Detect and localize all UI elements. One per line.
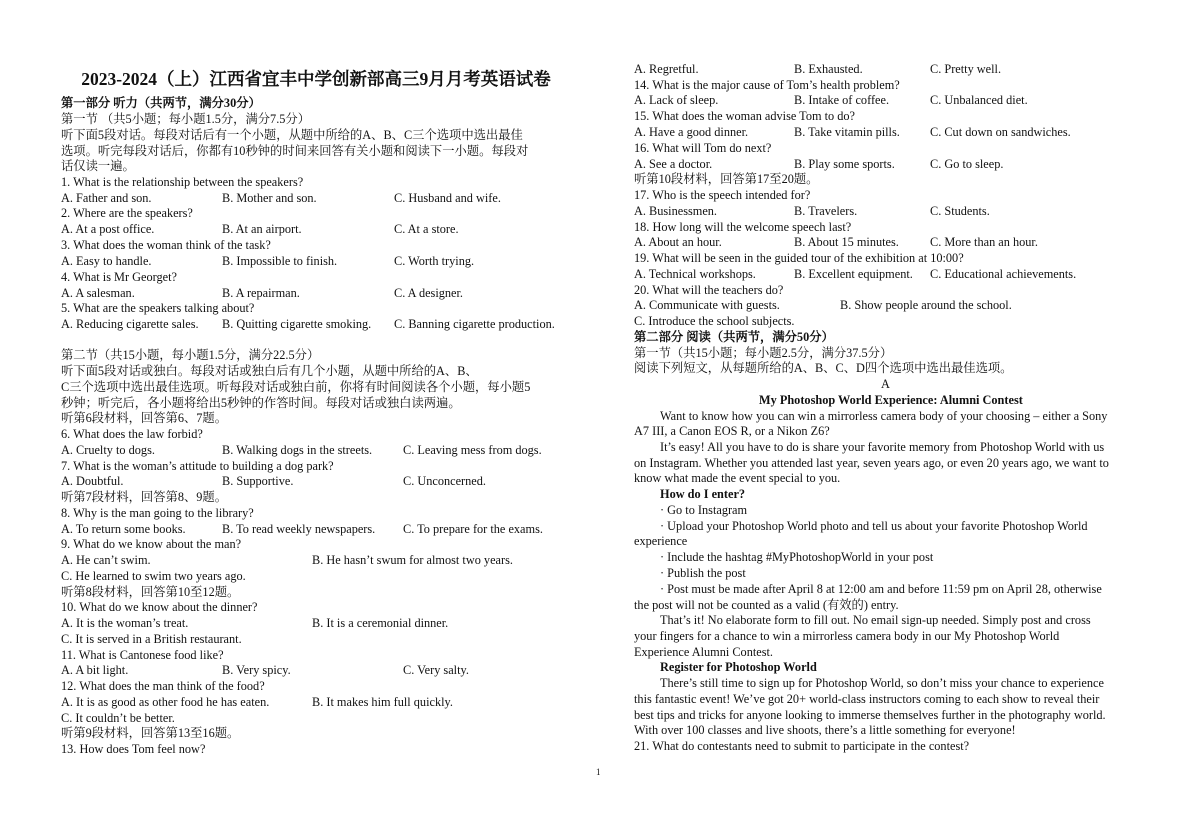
question-9: 9. What do we know about the man? (61, 537, 242, 551)
option: B. Travelers. (794, 204, 858, 218)
paragraph: Experience Alumni Contest. (634, 645, 773, 659)
option: C. To prepare for the exams. (403, 522, 543, 536)
option: B. It makes him full quickly. (312, 695, 453, 709)
section2-instruction: 秒钟；听完后，各小题将给出5秒钟的作答时间。每段对话或独白读两遍。 (61, 396, 461, 410)
option: C. Introduce the school subjects. (634, 314, 795, 328)
option: B. Intake of coffee. (794, 93, 890, 107)
section2-instruction: C三个选项中选出最佳选项。听每段对话或独白前，你将有时间阅读各个小题，每小题5 (61, 380, 531, 394)
option: C. It is served in a British restaurant. (61, 632, 242, 646)
question-4: 4. What is Mr Georget? (61, 270, 177, 284)
paragraph: It’s easy! All you have to do is share your favorite memory from Photoshop World with us (660, 440, 1105, 454)
part1-heading: 第一部分 听力（共两节，满分30分） (61, 96, 261, 110)
option: B. At an airport. (222, 222, 302, 236)
option: A. Easy to handle. (61, 254, 152, 268)
option: A. Communicate with guests. (634, 298, 780, 312)
option: A. It is the woman’s treat. (61, 616, 189, 630)
material-heading: 听第10段材料，回答第17至20题。 (634, 172, 819, 186)
option: C. Very salty. (403, 663, 469, 677)
question-11: 11. What is Cantonese food like? (61, 648, 224, 662)
reading-instruction: 阅读下列短文，从每题所给的A、B、C、D四个选项中选出最佳选项。 (634, 361, 1013, 375)
question-21: 21. What do contestants need to submit to participate in the contest? (634, 739, 970, 753)
paragraph: on Instagram. Whether you attended last year, seven years ago, or even 20 years ago, we want to (634, 456, 1109, 470)
option: B. Mother and son. (222, 191, 317, 205)
paragraph: With over 100 classes and live shoots, there’s a little something for everyone! (634, 723, 1016, 737)
option: C. Unconcerned. (403, 474, 486, 488)
option: B. Take vitamin pills. (794, 125, 900, 139)
material-heading: 听第9段材料，回答第13至16题。 (61, 726, 240, 740)
bullet: · Post must be made after April 8 at 12:00 am and before 11:59 pm on April 28, otherwise (660, 582, 1102, 596)
section2-heading: 第二节（共15小题，每小题1.5分，满分22.5分） (61, 348, 320, 362)
question-14: 14. What is the major cause of Tom’s health problem? (634, 78, 900, 92)
section1-instruction: 听下面5段对话。每段对话后有一个小题，从题中所给的A、B、C三个选项中选出最佳 (61, 128, 523, 142)
option: C. Unbalanced diet. (930, 93, 1028, 107)
option: A. Doubtful. (61, 474, 124, 488)
paragraph: Want to know how you can win a mirrorless camera body of your choosing – either a Sony (660, 409, 1108, 423)
option: C. Go to sleep. (930, 157, 1004, 171)
question-12: 12. What does the man think of the food? (61, 679, 265, 693)
option: C. Leaving mess from dogs. (403, 443, 542, 457)
option: A. Lack of sleep. (634, 93, 719, 107)
option: C. Husband and wife. (394, 191, 501, 205)
passage-letter: A (881, 377, 890, 391)
option: C. Cut down on sandwiches. (930, 125, 1071, 139)
section2-instruction: 听下面5段对话或独白。每段对话或独白后有几个小题，从题中所给的A、B、 (61, 364, 478, 378)
option: B. Show people around the school. (840, 298, 1012, 312)
option: A. See a doctor. (634, 157, 713, 171)
option: B. Play some sports. (794, 157, 895, 171)
section1-instruction: 选项。听完每段对话后，你都有10秒钟的时间来回答有关小题和阅读下一小题。每段对 (61, 144, 529, 158)
question-17: 17. Who is the speech intended for? (634, 188, 811, 202)
reading-section1-heading: 第一节（共15小题；每小题2.5分，满分37.5分） (634, 346, 893, 360)
option: B. About 15 minutes. (794, 235, 899, 249)
option: C. He learned to swim two years ago. (61, 569, 246, 583)
material-heading: 听第6段材料，回答第6、7题。 (61, 411, 228, 425)
section1-heading: 第一节 （共5小题；每小题1.5分，满分7.5分） (61, 112, 311, 126)
bullet: · Include the hashtag #MyPhotoshopWorld in your post (660, 550, 934, 564)
paragraph: There’s still time to sign up for Photoshop World, so don’t miss your chance to experience (660, 676, 1104, 690)
part2-heading: 第二部分 阅读（共两节，满分50分） (634, 330, 834, 344)
bullet: · Go to Instagram (660, 503, 748, 517)
question-19: 19. What will be seen in the guided tour of the exhibition at 10:00? (634, 251, 964, 265)
exam-title: 2023-2024（上）江西省宜丰中学创新部高三9月月考英语试卷 (81, 69, 551, 89)
paragraph: That’s it! No elaborate form to fill out. No email sign-up needed. Simply post and cross (660, 613, 1091, 627)
question-7: 7. What is the woman’s attitude to building a dog park? (61, 459, 334, 473)
material-heading: 听第8段材料，回答第10至12题。 (61, 585, 240, 599)
option: A. Regretful. (634, 62, 699, 76)
option: A. A bit light. (61, 663, 129, 677)
question-1: 1. What is the relationship between the speakers? (61, 175, 304, 189)
bullet: · Upload your Photoshop World photo and tell us about your favorite Photoshop World (660, 519, 1088, 533)
option: B. Very spicy. (222, 663, 291, 677)
paragraph: best tips and tricks for anyone looking to immerse themselves further in the photography world. (634, 708, 1106, 722)
option: A. Father and son. (61, 191, 152, 205)
option: C. Pretty well. (930, 62, 1002, 76)
passage-title: My Photoshop World Experience: Alumni Contest (759, 393, 1023, 407)
page-number: 1 (596, 767, 601, 777)
option: A. Cruelty to dogs. (61, 443, 155, 457)
option: B. Supportive. (222, 474, 294, 488)
question-5: 5. What are the speakers talking about? (61, 301, 255, 315)
option: A. A salesman. (61, 286, 135, 300)
option: C. More than an hour. (930, 235, 1038, 249)
question-18: 18. How long will the welcome speech last? (634, 220, 852, 234)
option: A. About an hour. (634, 235, 722, 249)
material-heading: 听第7段材料，回答第8、9题。 (61, 490, 228, 504)
question-16: 16. What will Tom do next? (634, 141, 772, 155)
option: B. He hasn’t swum for almost two years. (312, 553, 513, 567)
question-6: 6. What does the law forbid? (61, 427, 203, 441)
question-8: 8. Why is the man going to the library? (61, 506, 254, 520)
bullet: the post will not be counted as a valid (有效的) entry. (634, 598, 899, 612)
section1-instruction: 话仅读一遍。 (61, 159, 135, 173)
option: B. Walking dogs in the streets. (222, 443, 373, 457)
option: A. He can’t swim. (61, 553, 151, 567)
option: C. At a store. (394, 222, 459, 236)
option: B. It is a ceremonial dinner. (312, 616, 449, 630)
option: B. Impossible to finish. (222, 254, 338, 268)
paragraph: this fantastic event! We’ve got 20+ world-class instructors coming to each show to reveal their (634, 692, 1100, 706)
question-3: 3. What does the woman think of the task? (61, 238, 271, 252)
option: C. A designer. (394, 286, 464, 300)
paragraph: A7 III, a Canon EOS R, or a Nikon Z6? (634, 424, 830, 438)
option: B. To read weekly newspapers. (222, 522, 376, 536)
question-13: 13. How does Tom feel now? (61, 742, 206, 756)
question-20: 20. What will the teachers do? (634, 283, 784, 297)
option: B. Quitting cigarette smoking. (222, 317, 372, 331)
subheading: Register for Photoshop World (660, 660, 817, 674)
bullet: · Publish the post (660, 566, 746, 580)
option: A. Technical workshops. (634, 267, 756, 281)
option: B. A repairman. (222, 286, 300, 300)
option: A. Reducing cigarette sales. (61, 317, 199, 331)
option: B. Excellent equipment. (794, 267, 913, 281)
option: C. Worth trying. (394, 254, 475, 268)
option: A. At a post office. (61, 222, 155, 236)
option: A. Have a good dinner. (634, 125, 749, 139)
question-2: 2. Where are the speakers? (61, 206, 193, 220)
bullet: experience (634, 534, 688, 548)
option: A. It is as good as other food he has eaten. (61, 695, 270, 709)
option: B. Exhausted. (794, 62, 863, 76)
question-15: 15. What does the woman advise Tom to do? (634, 109, 856, 123)
paragraph: your fingers for a chance to win a mirrorless camera body in our My Photoshop World (634, 629, 1060, 643)
question-10: 10. What do we know about the dinner? (61, 600, 258, 614)
paragraph: know what made the event special to you. (634, 471, 841, 485)
option: A. To return some books. (61, 522, 186, 536)
option: C. It couldn’t be better. (61, 711, 175, 725)
option: C. Educational achievements. (930, 267, 1077, 281)
option: A. Businessmen. (634, 204, 718, 218)
option: C. Students. (930, 204, 990, 218)
subheading: How do I enter? (660, 487, 746, 501)
option: C. Banning cigarette production. (394, 317, 555, 331)
